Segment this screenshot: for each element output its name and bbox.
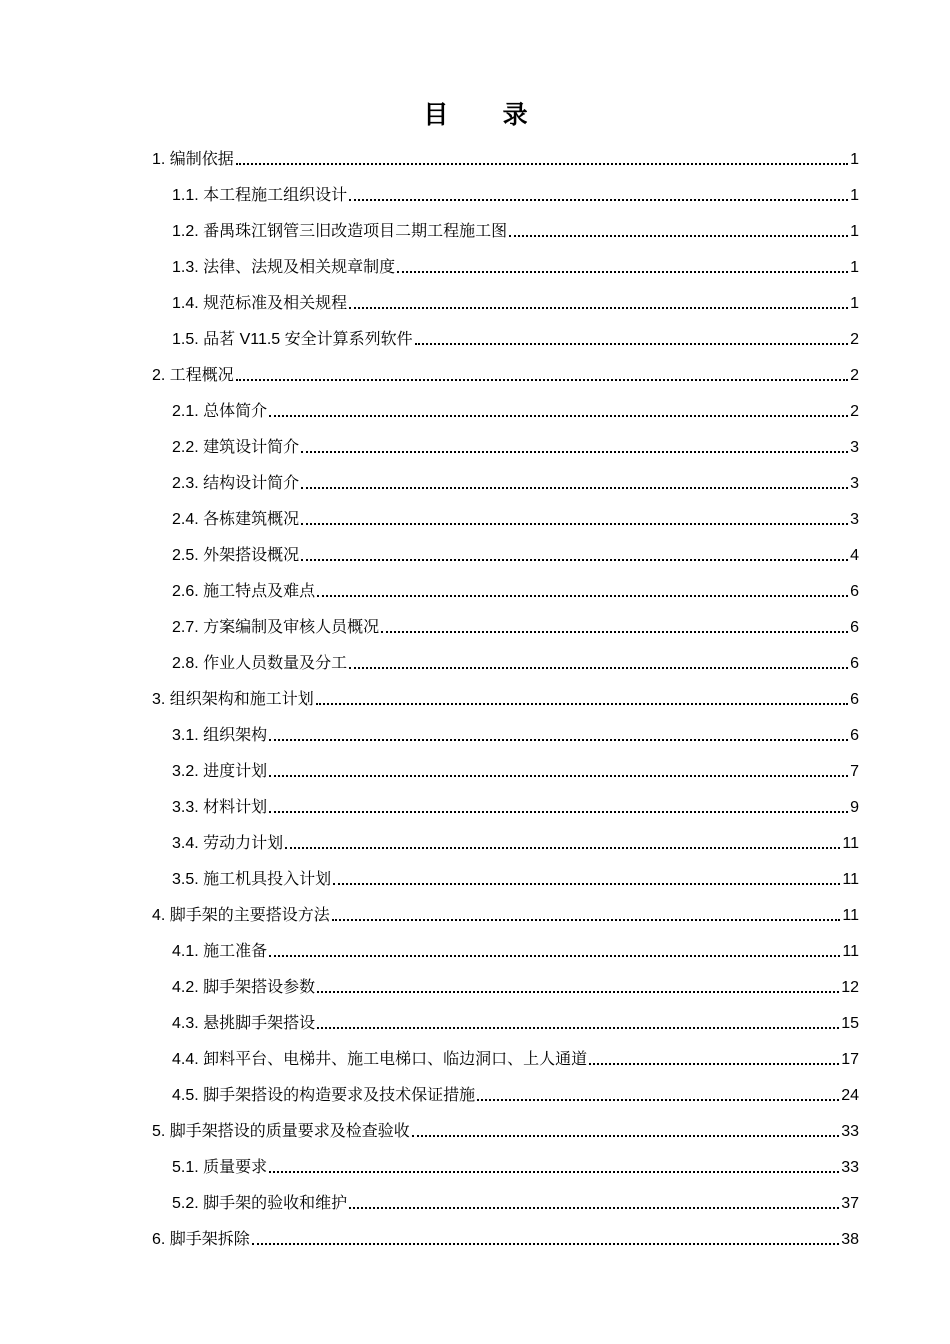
toc-entry[interactable] <box>152 746 859 782</box>
dot-leader <box>252 1243 839 1245</box>
toc-entry-page-number: 1 <box>850 187 859 204</box>
toc-entry-page-number: 33 <box>841 1159 859 1176</box>
toc-entry-page-number: 24 <box>841 1087 859 1104</box>
toc-entry-page-number: 17 <box>841 1051 859 1068</box>
toc-entry-title: 3.4. 劳动力计划 <box>172 835 284 852</box>
toc-entry-title: 4. 脚手架的主要搭设方法 <box>152 907 330 924</box>
toc-entry-page-number: 2 <box>850 403 859 420</box>
toc-entry[interactable] <box>152 134 859 170</box>
dot-leader <box>269 1171 839 1173</box>
toc-entry-title: 3.2. 进度计划 <box>172 763 268 780</box>
toc-entry-title: 1.5. 品茗 V11.5 安全计算系列软件 <box>172 331 413 348</box>
toc-entry-title: 5.2. 脚手架的验收和维护 <box>172 1195 348 1212</box>
toc-entry-page-number: 11 <box>842 907 859 924</box>
toc-entry[interactable] <box>152 1106 859 1142</box>
toc-entry-title: 3.5. 施工机具投入计划 <box>172 871 332 888</box>
toc-entry[interactable] <box>152 386 859 422</box>
toc-entry-title: 2.2. 建筑设计简介 <box>172 439 300 456</box>
dot-leader <box>397 271 848 273</box>
toc-entry[interactable] <box>152 638 859 674</box>
dot-leader <box>236 163 848 165</box>
toc-entry-title: 5. 脚手架搭设的质量要求及检查验收 <box>152 1123 410 1140</box>
toc-entry-title: 4.3. 悬挑脚手架搭设 <box>172 1015 316 1032</box>
toc-entry-title: 2.8. 作业人员数量及分工 <box>172 655 348 672</box>
toc-entry-page-number: 6 <box>850 691 859 708</box>
dot-leader <box>333 883 840 885</box>
toc-entry-page-number: 15 <box>841 1015 859 1032</box>
toc-entry-page-number: 12 <box>841 979 859 996</box>
toc-entry-page-number: 4 <box>850 547 859 564</box>
toc-entry-page-number: 11 <box>842 871 859 888</box>
toc-entry[interactable] <box>152 818 859 854</box>
dot-leader <box>477 1099 839 1101</box>
toc-entry[interactable] <box>152 170 859 206</box>
dot-leader <box>349 199 848 201</box>
toc-entry[interactable] <box>152 998 859 1034</box>
toc-entry[interactable] <box>152 422 859 458</box>
dot-leader <box>269 955 840 957</box>
dot-leader <box>349 667 848 669</box>
toc-entry[interactable] <box>152 854 859 890</box>
toc-entry-page-number: 1 <box>850 223 859 240</box>
toc-entry-page-number: 1 <box>850 151 859 168</box>
dot-leader <box>349 307 848 309</box>
toc-entry-title: 5.1. 质量要求 <box>172 1159 268 1176</box>
dot-leader <box>269 811 848 813</box>
toc-entry[interactable] <box>152 782 859 818</box>
toc-entry-page-number: 7 <box>850 763 859 780</box>
dot-leader <box>269 415 848 417</box>
dot-leader <box>301 487 848 489</box>
toc-entry-title: 2.7. 方案编制及审核人员概况 <box>172 619 380 636</box>
dot-leader <box>285 847 840 849</box>
toc-entry[interactable] <box>152 1142 859 1178</box>
dot-leader <box>589 1063 839 1065</box>
toc-entry-page-number: 2 <box>850 367 859 384</box>
dot-leader <box>301 451 848 453</box>
toc-entry-page-number: 3 <box>850 439 859 456</box>
toc-entry-title: 6. 脚手架拆除 <box>152 1231 250 1248</box>
toc-entry-page-number: 6 <box>850 727 859 744</box>
dot-leader <box>317 1027 839 1029</box>
toc-entry[interactable] <box>152 710 859 746</box>
dot-leader <box>236 379 848 381</box>
dot-leader <box>301 523 848 525</box>
dot-leader <box>269 775 848 777</box>
toc-entry[interactable] <box>152 890 859 926</box>
toc-entry[interactable] <box>152 1214 859 1250</box>
toc-entry-page-number: 3 <box>850 475 859 492</box>
toc-entry-page-number: 6 <box>850 619 859 636</box>
toc-entry-title: 4.5. 脚手架搭设的构造要求及技术保证措施 <box>172 1087 476 1104</box>
toc-entry-page-number: 33 <box>841 1123 859 1140</box>
toc-entry[interactable] <box>152 566 859 602</box>
toc-entry-title: 3.3. 材料计划 <box>172 799 268 816</box>
toc-entry-title: 3.1. 组织架构 <box>172 727 268 744</box>
dot-leader <box>349 1207 839 1209</box>
toc-entry-title: 3. 组织架构和施工计划 <box>152 691 314 708</box>
toc-entry[interactable] <box>152 962 859 998</box>
toc-entry-title: 2.6. 施工特点及难点 <box>172 583 316 600</box>
toc-entry-page-number: 1 <box>850 259 859 276</box>
toc-entry-page-number: 2 <box>850 331 859 348</box>
toc-entry[interactable] <box>152 1070 859 1106</box>
toc-entry-title: 1.3. 法律、法规及相关规章制度 <box>172 259 396 276</box>
toc-entry-title: 1.4. 规范标准及相关规程 <box>172 295 348 312</box>
dot-leader <box>317 595 848 597</box>
toc-entry-title: 4.2. 脚手架搭设参数 <box>172 979 316 996</box>
dot-leader <box>317 991 839 993</box>
toc-entry[interactable] <box>152 1178 859 1214</box>
toc-entry[interactable] <box>152 350 859 386</box>
dot-leader <box>415 343 848 345</box>
toc-entry-page-number: 6 <box>850 583 859 600</box>
toc-entry-page-number: 38 <box>841 1231 859 1248</box>
toc-entry-title: 2.1. 总体简介 <box>172 403 268 420</box>
dot-leader <box>509 235 848 237</box>
toc-entry[interactable] <box>152 602 859 638</box>
toc-entry[interactable] <box>152 314 859 350</box>
toc-entry-page-number: 1 <box>850 295 859 312</box>
toc-entry-title: 1. 编制依据 <box>152 151 234 168</box>
toc-entry[interactable] <box>152 206 859 242</box>
toc-title: 目 录 <box>423 102 552 129</box>
toc-entry-page-number: 9 <box>850 799 859 816</box>
toc-entry[interactable] <box>152 1034 859 1070</box>
toc-entry-page-number: 11 <box>842 835 859 852</box>
toc-entry-title: 2.4. 各栋建筑概况 <box>172 511 300 528</box>
toc-entry-title: 4.4. 卸料平台、电梯井、施工电梯口、临边洞口、上人通道 <box>172 1051 588 1068</box>
toc-entry-page-number: 37 <box>841 1195 859 1212</box>
toc-entry[interactable] <box>152 926 859 962</box>
toc-entry-title: 1.1. 本工程施工组织设计 <box>172 187 348 204</box>
dot-leader <box>316 703 848 705</box>
dot-leader <box>269 739 848 741</box>
dot-leader <box>301 559 848 561</box>
toc-entry-page-number: 11 <box>842 943 859 960</box>
toc-entry-title: 1.2. 番禺珠江钢管三旧改造项目二期工程施工图 <box>172 223 508 240</box>
toc-entry[interactable] <box>152 674 859 710</box>
dot-leader <box>381 631 848 633</box>
toc-entry-title: 2.3. 结构设计简介 <box>172 475 300 492</box>
toc-entry[interactable] <box>152 278 859 314</box>
toc-entry-title: 2. 工程概况 <box>152 367 234 384</box>
toc-entry[interactable] <box>152 458 859 494</box>
dot-leader <box>332 919 841 921</box>
toc-entry[interactable] <box>152 494 859 530</box>
toc-entry-title: 4.1. 施工准备 <box>172 943 268 960</box>
toc-entry[interactable] <box>152 530 859 566</box>
toc-entry-title: 2.5. 外架搭设概况 <box>172 547 300 564</box>
toc-entry-page-number: 3 <box>850 511 859 528</box>
dot-leader <box>412 1135 839 1137</box>
toc-list <box>152 134 859 1250</box>
toc-entry-page-number: 6 <box>850 655 859 672</box>
toc-entry[interactable] <box>152 242 859 278</box>
